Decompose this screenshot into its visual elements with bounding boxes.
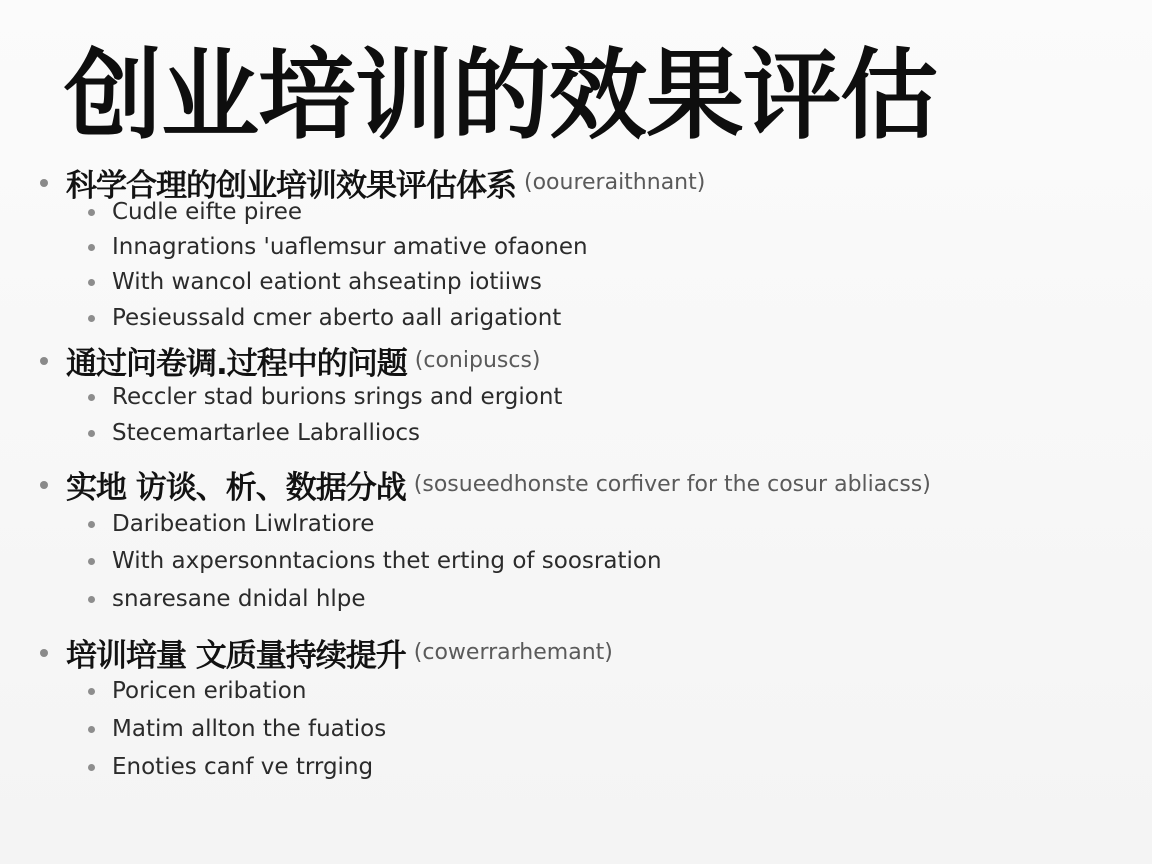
list-item-text: With wancol eationt ahseatinp iotiiws — [112, 269, 542, 295]
list-item-text: Daribeation Liwlratiore — [112, 511, 375, 537]
list-item — [88, 384, 562, 410]
bullet-dot-icon — [88, 209, 95, 216]
list-item — [88, 234, 588, 260]
section-heading — [40, 338, 541, 383]
list-item-text: Reccler stad burions srings and ergiont — [112, 384, 563, 410]
list-item-text: Cudle eifte piree — [112, 199, 303, 225]
section-heading-text: 实地 访谈、析、数据分战 — [66, 470, 406, 506]
list-item-text: Poricen eribation — [112, 678, 307, 704]
list-item — [88, 678, 306, 704]
section-heading — [40, 630, 613, 675]
section-heading-note: (ooureraithnant) — [524, 170, 706, 195]
bullet-dot-icon — [40, 481, 48, 489]
section-heading-text: 培训培量 文质量持续提升 — [66, 638, 406, 674]
list-item-text: Enoties canf ve trrging — [112, 754, 374, 780]
bullet-dot-icon — [40, 179, 48, 187]
bullet-dot-icon — [88, 521, 95, 528]
bullet-dot-icon — [88, 430, 95, 437]
list-item — [88, 420, 420, 446]
list-item — [88, 716, 386, 742]
bullet-dot-icon — [88, 726, 95, 733]
bullet-dot-icon — [88, 688, 95, 695]
list-item-text: Stecemartarlee Labralliocs — [112, 420, 421, 446]
section-heading-note: (conipuscs) — [414, 348, 541, 373]
list-item — [88, 586, 366, 612]
list-item-text: Innagrations 'uaflemsur amative ofaonen — [112, 234, 588, 260]
list-item — [88, 269, 542, 295]
bullet-dot-icon — [88, 279, 95, 286]
list-item — [88, 199, 302, 225]
list-item-text: snaresane dnidal hlpe — [112, 586, 366, 612]
bullet-dot-icon — [88, 394, 95, 401]
list-item-text: Pesieussald cmer aberto aall arigationt — [112, 305, 562, 331]
section-heading — [40, 462, 931, 507]
bullet-dot-icon — [40, 649, 48, 657]
section-heading-text: 科学合理的创业培训效果评估体系 — [66, 168, 516, 204]
list-item-text: With axpersonntacions thet erting of soosration — [112, 548, 662, 574]
list-item — [88, 511, 374, 537]
section-heading-text: 通过问卷调.过程中的问题 — [66, 346, 407, 382]
bullet-dot-icon — [88, 315, 95, 322]
section-heading-note: (cowerrarhemant) — [413, 640, 613, 665]
list-item-text: Matim allton the fuatios — [112, 716, 387, 742]
bullet-dot-icon — [88, 764, 95, 771]
bullet-dot-icon — [88, 596, 95, 603]
list-item — [88, 305, 561, 331]
bullet-dot-icon — [88, 244, 95, 251]
section-heading-note: (sosueedhonste corfiver for the cosur abliacss) — [413, 472, 931, 497]
slide-title: 创业培训的效果评估 — [64, 39, 938, 153]
list-item — [88, 754, 373, 780]
bullet-dot-icon — [88, 558, 95, 565]
list-item — [88, 548, 662, 574]
bullet-dot-icon — [40, 357, 48, 365]
